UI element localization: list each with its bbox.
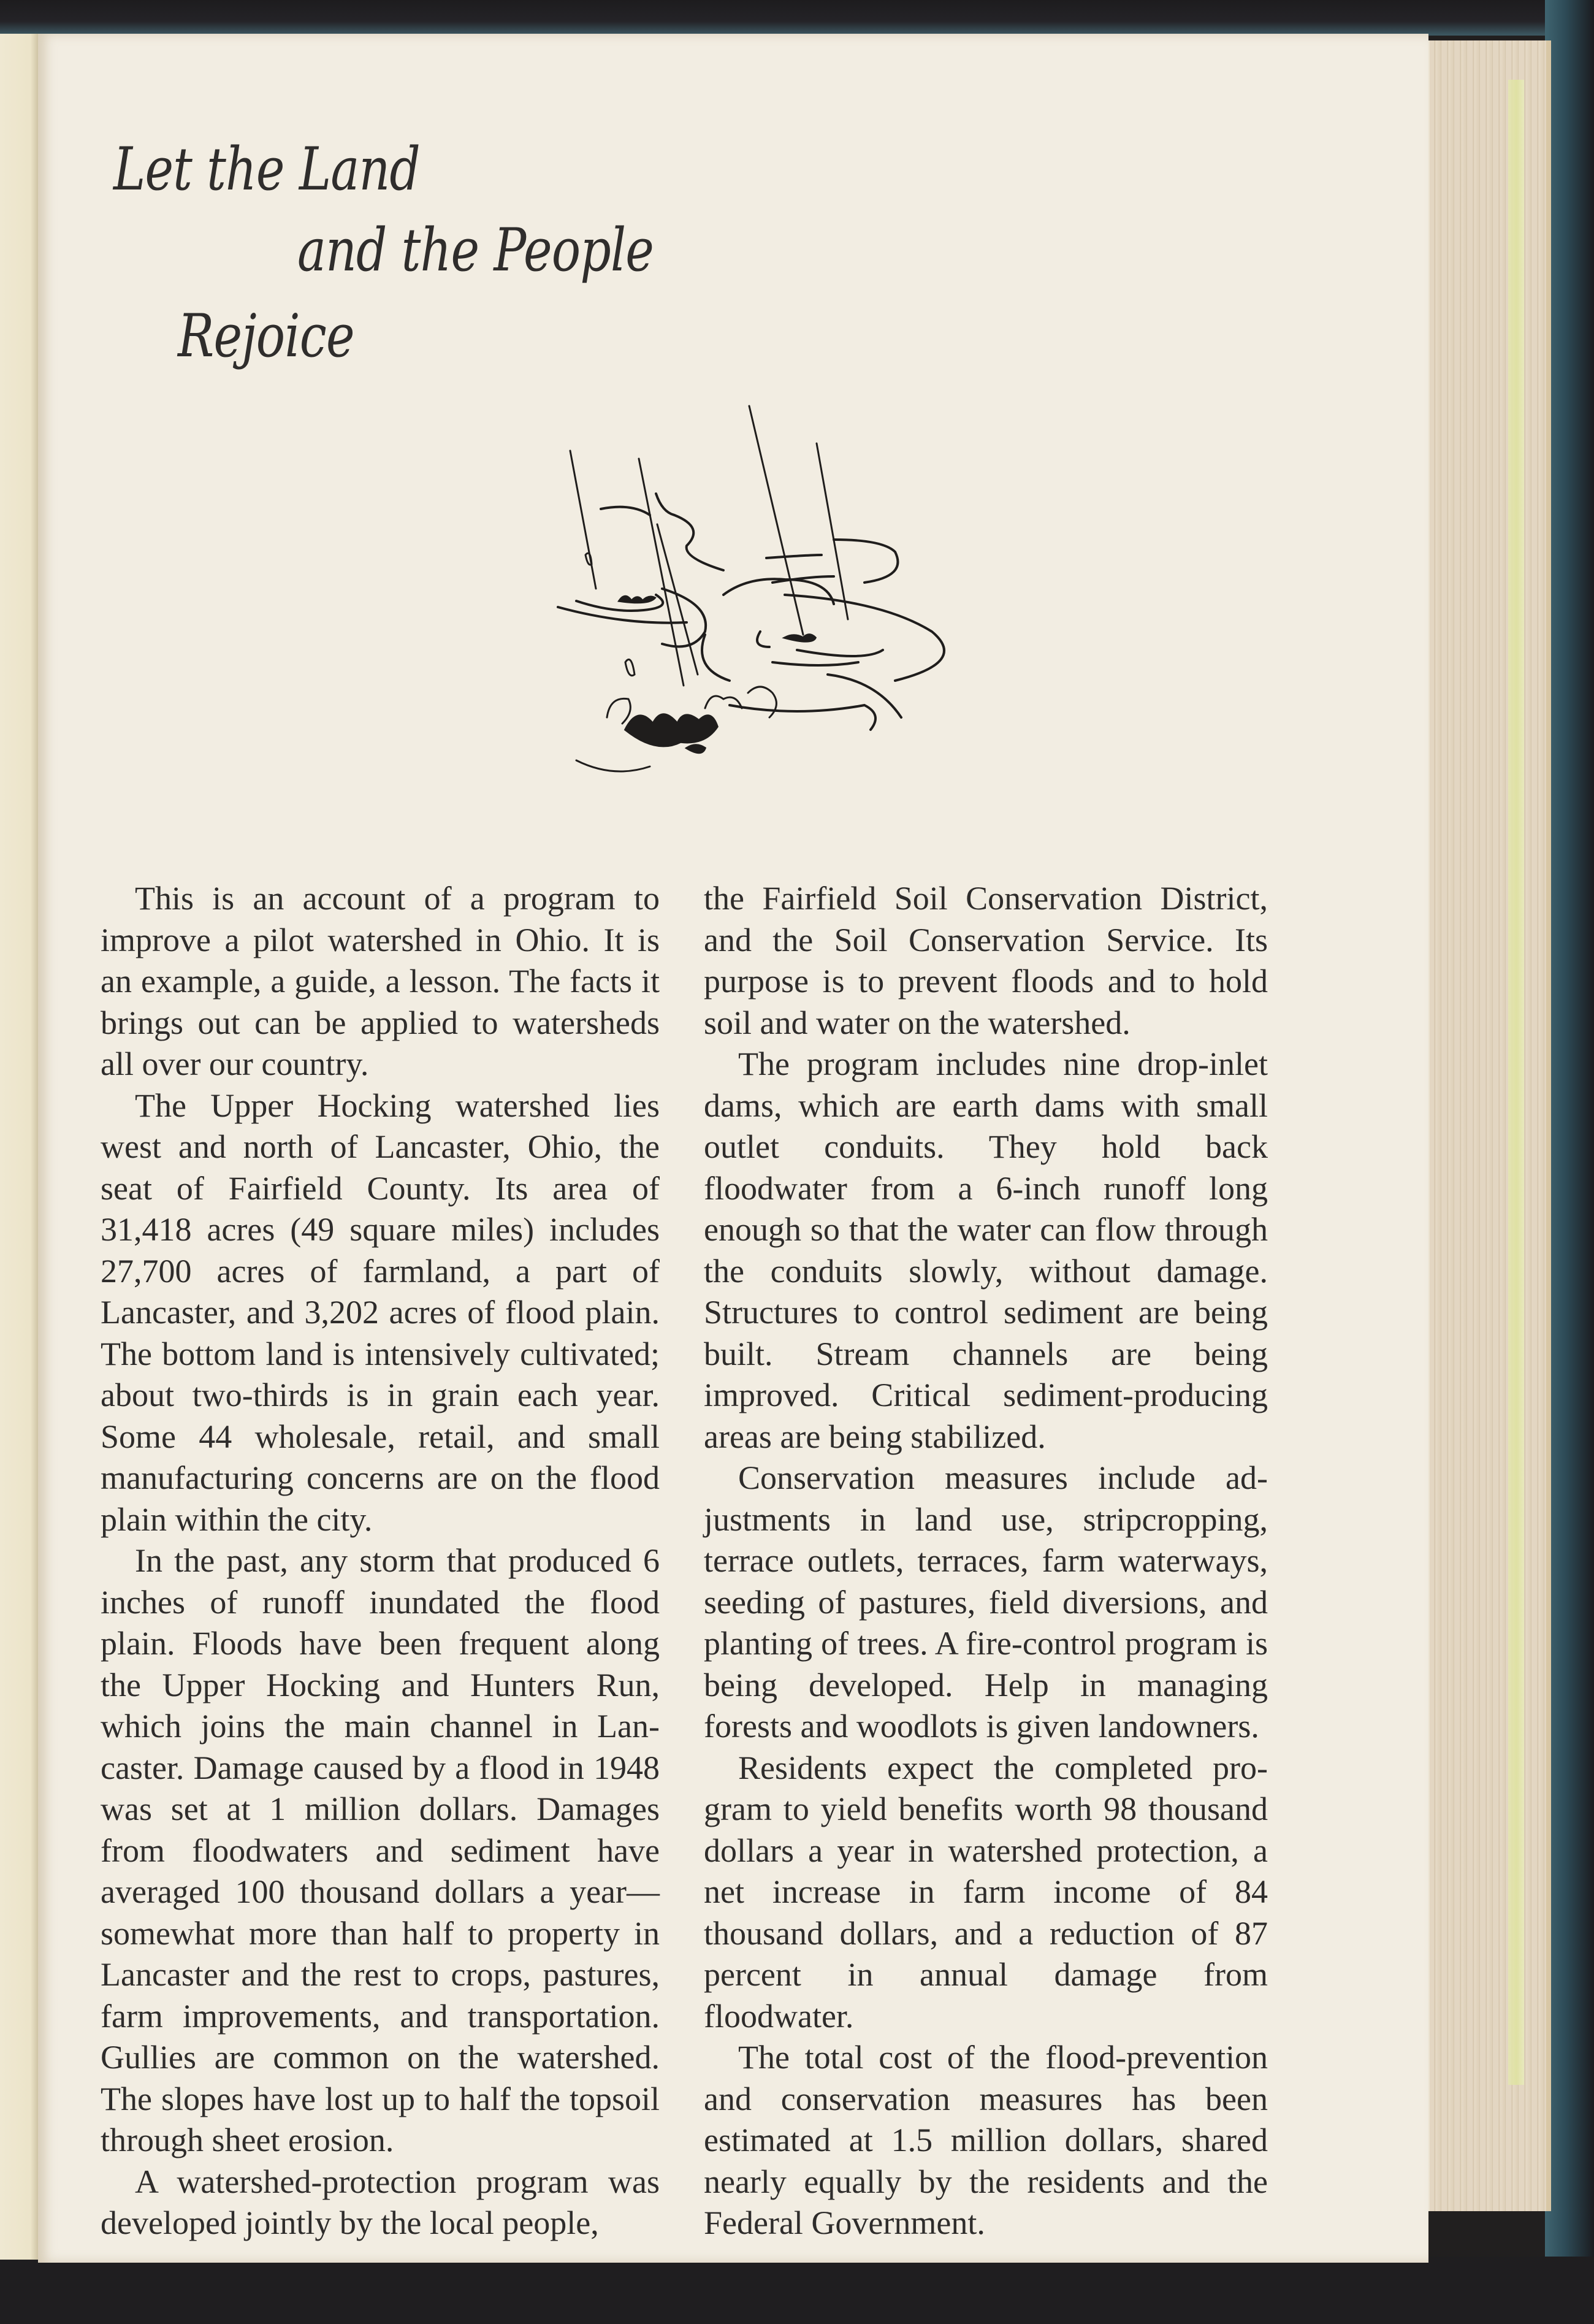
book-cover-bottom: [0, 2257, 1594, 2324]
rain-splash-illustration: [540, 374, 1030, 773]
paragraph: The total cost of the flood-prevention and conservation measures has been estimated at 1.5 million dollars, shared nearly equally by the residents and the Federal Government.: [704, 2039, 1268, 2241]
article-column-left: [101, 878, 660, 2244]
book-cover-right: [1545, 0, 1594, 2324]
water-ripples: [558, 494, 944, 730]
paragraph: A watershed-protection program was developed jointly by the local people,: [101, 2163, 660, 2241]
page-marker-strip: [1508, 80, 1524, 2085]
article-column-right: [704, 878, 1268, 2244]
title-line-2: and the People: [297, 216, 654, 285]
previous-page-edge: [0, 34, 38, 2260]
paragraph: This is an account of a program to improve a pilot watershed in Ohio. It is an example, a guide, a lesson. The facts it brings out can be applied to watersheds all over our country.: [101, 880, 660, 1082]
book-cover-top: [0, 0, 1594, 36]
paragraph: In the past, any storm that produced 6 inches of runoff inundated the flood plain. Floods have been frequent along the Upper Hocking and Hunters Run, which joins the main channel in Lancaster. Damage caused by a flood in 1948 was set at 1 million dollars. Damages from floodwaters and sediment have averaged 100 thousand dollars a year—somewhat more than half to property in Lancaster and the rest to crops, pastures, farm improvements, and transportation. Gullies are common on the watershed. The slopes have lost up to half the topsoil through sheet erosion.: [101, 1542, 660, 2158]
raindrop-streaks: [570, 406, 848, 686]
page-block-edges: [1428, 40, 1551, 2211]
paragraph: The Upper Hocking watershed lies west and north of Lancaster, Ohio, the seat of Fairfield County. Its area of 31,418 acres (49 square miles) includes 27,700 acres of farmland, a part of Lancaster, and 3,202 acres of flood plain. The bottom land is intensively cultivated; about two-thirds is in grain each year. Some 44 wholesale, retail, and small manufacturing concerns are on the flood plain within the city.: [101, 1087, 660, 1538]
paragraph: The program includes nine drop-inlet dams, which are earth dams with small outlet conduits. They hold back floodwater from a 6-inch runoff long enough so that the water can flow through the conduits slowly, without damage. Structures to control sediment are being built. Stream channels are being improved. Critical sediment-producing areas are being stabilized.: [704, 1045, 1268, 1455]
title-line-3: Rejoice: [178, 302, 354, 370]
paragraph: the Fairfield Soil Conservation District, and the Soil Conservation Service. Its purpose is to prevent floods and to hold soil and water on the watershed.: [704, 880, 1268, 1041]
paragraph: Conservation measures include adjustments in land use, stripcropping, terrace outlets, terraces, farm waterways, seeding of pastures, field diversions, and planting of trees. A fire-control program is being developed. Help in managing forests and woodlots is given landowners.: [704, 1459, 1268, 1745]
title-line-1: Let the Land: [113, 135, 420, 204]
paragraph: Residents expect the completed program to yield benefits worth 98 thousand dollars a year in watershed protection, a net increase in farm income of 84 thousand dollars, and a reduction of 87 percent in annual damage from floodwater.: [704, 1749, 1268, 2035]
